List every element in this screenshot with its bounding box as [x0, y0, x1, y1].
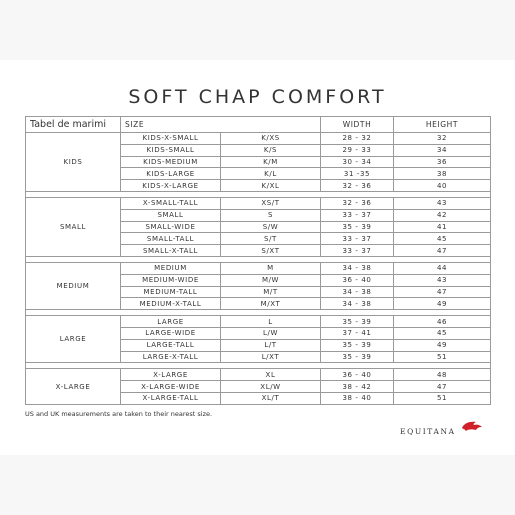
footnote: US and UK measurements are taken to their nearest size. [25, 410, 213, 418]
cell-height: 43 [394, 197, 491, 209]
cell-code: S [221, 209, 321, 221]
cell-width: 32 - 36 [321, 180, 394, 192]
cell-width: 35 - 39 [321, 351, 394, 363]
cell-height: 47 [394, 381, 491, 393]
cell-height: 46 [394, 316, 491, 328]
cell-size: KIDS-MEDIUM [121, 156, 221, 168]
cell-code: K/M [221, 156, 321, 168]
cell-code: K/XS [221, 133, 321, 145]
group-label: MEDIUM [26, 262, 121, 309]
cell-code: M/T [221, 286, 321, 298]
cell-width: 33 - 37 [321, 209, 394, 221]
cell-size: KIDS-X-LARGE [121, 180, 221, 192]
cell-width: 36 - 40 [321, 369, 394, 381]
cell-size: SMALL-X-TALL [121, 245, 221, 257]
cell-width: 34 - 38 [321, 286, 394, 298]
cell-size: MEDIUM-TALL [121, 286, 221, 298]
cell-height: 40 [394, 180, 491, 192]
cell-width: 34 - 38 [321, 262, 394, 274]
cell-height: 38 [394, 168, 491, 180]
cell-size: LARGE-TALL [121, 339, 221, 351]
cell-height: 47 [394, 245, 491, 257]
cell-code: XL/T [221, 392, 321, 404]
table-header-row [26, 117, 491, 133]
cell-height: 42 [394, 209, 491, 221]
cell-width: 32 - 36 [321, 197, 394, 209]
cell-height: 51 [394, 351, 491, 363]
cell-height: 45 [394, 233, 491, 245]
cell-width: 30 - 34 [321, 156, 394, 168]
cell-size: X-LARGE-WIDE [121, 381, 221, 393]
cell-size: MEDIUM-WIDE [121, 274, 221, 286]
cell-size: KIDS-X-SMALL [121, 133, 221, 145]
bottom-band [0, 455, 515, 515]
header-width: WIDTH [321, 117, 394, 133]
cell-size: KIDS-LARGE [121, 168, 221, 180]
cell-size: MEDIUM [121, 262, 221, 274]
cell-height: 45 [394, 327, 491, 339]
cell-code: K/XL [221, 180, 321, 192]
cell-width: 35 - 39 [321, 339, 394, 351]
table-body [26, 133, 491, 405]
cell-code: M [221, 262, 321, 274]
cell-code: XL/W [221, 381, 321, 393]
header-size: SIZE [121, 117, 321, 133]
cell-height: 47 [394, 286, 491, 298]
group-label: LARGE [26, 316, 121, 363]
group-label: KIDS [26, 133, 121, 192]
cell-width: 34 - 38 [321, 298, 394, 310]
page-title: SOFT CHAP COMFORT [128, 86, 387, 108]
cell-width: 35 - 39 [321, 316, 394, 328]
top-band [0, 0, 515, 60]
cell-code: K/S [221, 144, 321, 156]
header-tabel: Tabel de marimi [26, 117, 121, 133]
cell-height: 36 [394, 156, 491, 168]
cell-height: 49 [394, 339, 491, 351]
cell-code: XS/T [221, 197, 321, 209]
table-row [26, 316, 491, 328]
cell-size: X-LARGE-TALL [121, 392, 221, 404]
size-chart-table [25, 116, 491, 405]
cell-code: S/XT [221, 245, 321, 257]
table-row [26, 197, 491, 209]
cell-size: LARGE [121, 316, 221, 328]
brand-name: EQUITANA [400, 427, 456, 436]
cell-height: 32 [394, 133, 491, 145]
cell-size: X-SMALL-TALL [121, 197, 221, 209]
cell-code: XL [221, 369, 321, 381]
cell-size: LARGE-WIDE [121, 327, 221, 339]
cell-height: 44 [394, 262, 491, 274]
cell-code: L/W [221, 327, 321, 339]
cell-height: 34 [394, 144, 491, 156]
cell-height: 48 [394, 369, 491, 381]
cell-width: 33 - 37 [321, 233, 394, 245]
cell-width: 37 - 41 [321, 327, 394, 339]
table-row [26, 262, 491, 274]
cell-width: 29 - 33 [321, 144, 394, 156]
group-label: SMALL [26, 197, 121, 256]
cell-size: KIDS-SMALL [121, 144, 221, 156]
cell-size: SMALL-WIDE [121, 221, 221, 233]
cell-code: L/XT [221, 351, 321, 363]
cell-code: M/W [221, 274, 321, 286]
cell-height: 41 [394, 221, 491, 233]
cell-size: X-LARGE [121, 369, 221, 381]
group-label: X-LARGE [26, 369, 121, 404]
header-height: HEIGHT [394, 117, 491, 133]
cell-height: 49 [394, 298, 491, 310]
cell-size: LARGE-X-TALL [121, 351, 221, 363]
cell-code: L/T [221, 339, 321, 351]
cell-code: M/XT [221, 298, 321, 310]
cell-height: 43 [394, 274, 491, 286]
cell-size: SMALL-TALL [121, 233, 221, 245]
cell-height: 51 [394, 392, 491, 404]
cell-width: 31 -35 [321, 168, 394, 180]
cell-width: 28 - 32 [321, 133, 394, 145]
cell-size: MEDIUM-X-TALL [121, 298, 221, 310]
cell-code: K/L [221, 168, 321, 180]
cell-width: 33 - 37 [321, 245, 394, 257]
table-row [26, 369, 491, 381]
cell-width: 35 - 39 [321, 221, 394, 233]
cell-width: 38 - 40 [321, 392, 394, 404]
cell-code: S/W [221, 221, 321, 233]
cell-size: SMALL [121, 209, 221, 221]
cell-code: L [221, 316, 321, 328]
cell-width: 36 - 40 [321, 274, 394, 286]
table-row [26, 133, 491, 145]
cell-width: 38 - 42 [321, 381, 394, 393]
cell-code: S/T [221, 233, 321, 245]
